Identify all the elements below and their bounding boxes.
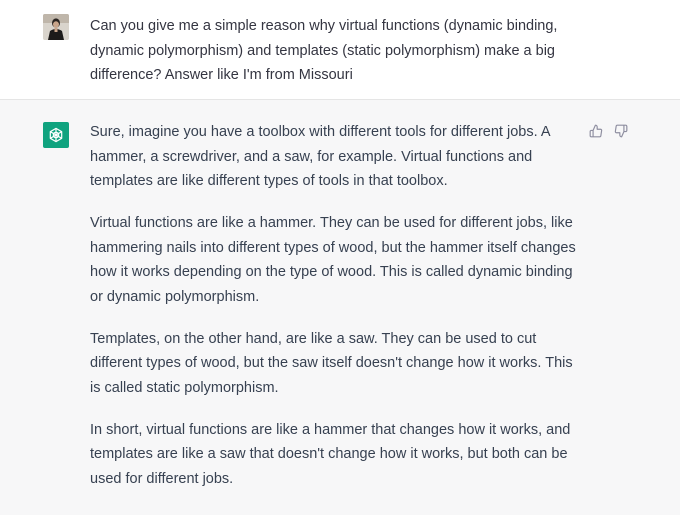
user-message xyxy=(0,0,680,100)
thumbs-up-icon xyxy=(589,124,603,138)
thumbs-down-button[interactable] xyxy=(612,122,630,140)
assistant-message xyxy=(0,100,680,515)
response-paragraph: Templates, on the other hand, are like a saw. They can be used to cut different types of wood, but the saw itself doesn't change how it works. This is called static polymorphism. xyxy=(90,330,573,396)
user-message-text: Can you give me a simple reason why virtual functions (dynamic binding, dynamic polymorphism) and templates (static polymorphism) make a big difference? Answer like I'm from Missouri xyxy=(90,18,558,83)
assistant-response xyxy=(90,120,580,509)
response-paragraph: In short, virtual functions are like a hammer that changes how it works, and templates are like a saw that doesn't change how it works, but both can be used for different jobs. xyxy=(90,421,571,487)
thumbs-down-icon xyxy=(614,124,628,138)
thumbs-up-button[interactable] xyxy=(587,122,605,140)
user-avatar-icon xyxy=(43,14,69,40)
response-paragraph: Sure, imagine you have a toolbox with different tools for different jobs. A hammer, a screwdriver, and a saw, for example. Virtual functions and templates are like different types of tools in that toolbox. xyxy=(90,124,550,189)
response-paragraph: Virtual functions are like a hammer. They can be used for different jobs, like hammering nails into different types of wood, but the hammer itself changes how it works depending on the type of wood. This is called dynamic binding or dynamic polymorphism. xyxy=(90,215,576,305)
chatgpt-logo-icon xyxy=(43,122,69,148)
